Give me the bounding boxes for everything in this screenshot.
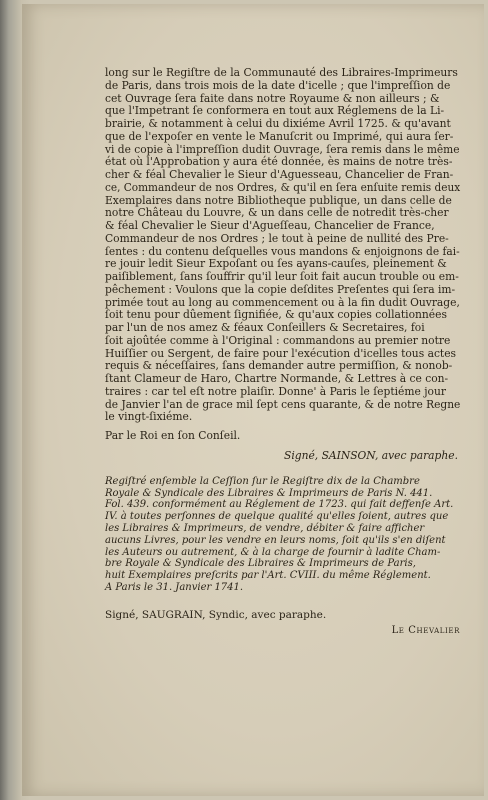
- catchword: Le Chevalier: [391, 624, 460, 636]
- text-line: paiſiblement, ſans ſouffrir qu'il leur ſoit fait aucun trouble ou em-: [105, 270, 459, 283]
- text-line: brairie, & notamment à celui du dixiéme Avril 1725. & qu'avant: [105, 117, 451, 130]
- text-block: [105, 67, 460, 637]
- text-line: pêchement : Voulons que la copie deſdites Preſentes qui ſera im-: [105, 282, 456, 296]
- text-line: requis & néceſſaires, ſans demander autre permiſſion, & nonob-: [105, 359, 453, 373]
- registration-note: [105, 476, 460, 594]
- text-line: notre Château du Louvre, & un dans celle de notredit très-cher: [105, 206, 449, 220]
- text-line: cet Ouvrage ſera faite dans notre Royaume & non ailleurs ; &: [105, 91, 440, 105]
- text-line: cher & féal Chevalier le Sieur d'Aguesseau, Chancelier de Fran-: [105, 168, 454, 181]
- text-line: vi de copie à l'impreſſion dudit Ouvrage, ſera remis dans le même: [105, 142, 460, 156]
- text-line: Commandeur de nos Ordres ; le tout à peine de nullité des Pre-: [105, 231, 449, 245]
- text-line: Exemplaires dans notre Bibliotheque publique, un dans celle de: [105, 193, 452, 207]
- registration-line: Fol. 439. conformément au Réglement de 1723. qui fait deffenſe Art.: [105, 499, 454, 511]
- text-line: traires : car tel eſt notre plaiſir. Donne' à Paris le ſeptiéme jour: [105, 384, 446, 398]
- text-line: le vingt-ſixiéme.: [105, 410, 193, 424]
- book-spine: [0, 0, 22, 800]
- registration-line: IV. à toutes perſonnes de quelque qualité qu'elles ſoient, autres que: [105, 511, 449, 523]
- registration-line: les Auteurs ou autrement, & à la charge de fournir à ladite Cham-: [105, 546, 441, 558]
- text-line: par l'un de nos amez & féaux Conſeillers & Secretaires, foi: [105, 321, 425, 334]
- text-line: ſentes : du contenu deſquelles vous mandons & enjoignons de fai-: [105, 244, 460, 258]
- text-line: que l'Impetrant ſe conformera en tout aux Réglemens de la Li-: [105, 104, 445, 118]
- registration-line: huit Exemplaires preſcrits par l'Art. CVIII. du même Réglement.: [105, 570, 431, 582]
- signature-sainson: Signé, SAINSON, avec paraphe.: [284, 448, 458, 462]
- par-le-roi: Par le Roi en ſon Conſeil.: [105, 429, 241, 442]
- privilege-body: [105, 67, 460, 424]
- registration-line: Royale & Syndicale des Libraires & Imprimeurs de Paris N. 441.: [105, 487, 433, 499]
- registration-line: Regiſtré enſemble la Ceſſion ſur le Regiſtre dix de la Chambre: [105, 475, 420, 487]
- text-line: de Paris, dans trois mois de la date d'icelle ; que l'impreſſion de: [105, 78, 451, 92]
- text-line: état où l'Approbation y aura été donnée, ès mains de notre très-: [105, 155, 453, 169]
- signature-saugrain: Signé, SAUGRAIN, Syndic, avec paraphe.: [105, 608, 327, 621]
- registration-line: les Libraires & Imprimeurs, de vendre, débiter & faire afficher: [105, 522, 425, 534]
- text-line: Huiſſier ou Sergent, de faire pour l'exécution d'icelles tous actes: [105, 346, 457, 360]
- registration-line: aucuns Livres, pour les vendre en leurs noms, ſoit qu'ils s'en diſent: [105, 534, 446, 546]
- text-line: & féal Chevalier le Sieur d'Agueſſeau, Chancelier de France,: [105, 219, 435, 232]
- text-line: long sur le Regiſtre de la Communauté des Libraires-Imprimeurs: [105, 66, 458, 79]
- text-line: ſoit tenu pour dûement ſignifiée, & qu'aux copies collationnées: [105, 308, 447, 322]
- text-line: primée tout au long au commencement ou à la fin dudit Ouvrage,: [105, 295, 460, 309]
- text-line: ſoit ajoûtée comme à l'Original : commandons au premier notre: [105, 333, 451, 347]
- text-line: ce, Commandeur de nos Ordres, & qu'il en ſera enſuite remis deux: [105, 180, 461, 194]
- registration-line: A Paris le 31. Janvier 1741.: [105, 581, 244, 593]
- registration-line: bre Royale & Syndicale des Libraires & Imprimeurs de Paris,: [105, 558, 416, 570]
- text-line: que de l'expoſer en vente le Manuſcrit ou Imprimé, qui aura ſer-: [105, 129, 454, 143]
- text-line: de Janvier l'an de grace mil ſept cens quarante, & de notre Regne: [105, 397, 461, 411]
- text-line: ſtant Clameur de Haro, Chartre Normande, & Lettres à ce con-: [105, 372, 449, 385]
- text-line: re jouir ledit Sieur Expoſant ou ſes ayans-cauſes, pleinement &: [105, 257, 447, 271]
